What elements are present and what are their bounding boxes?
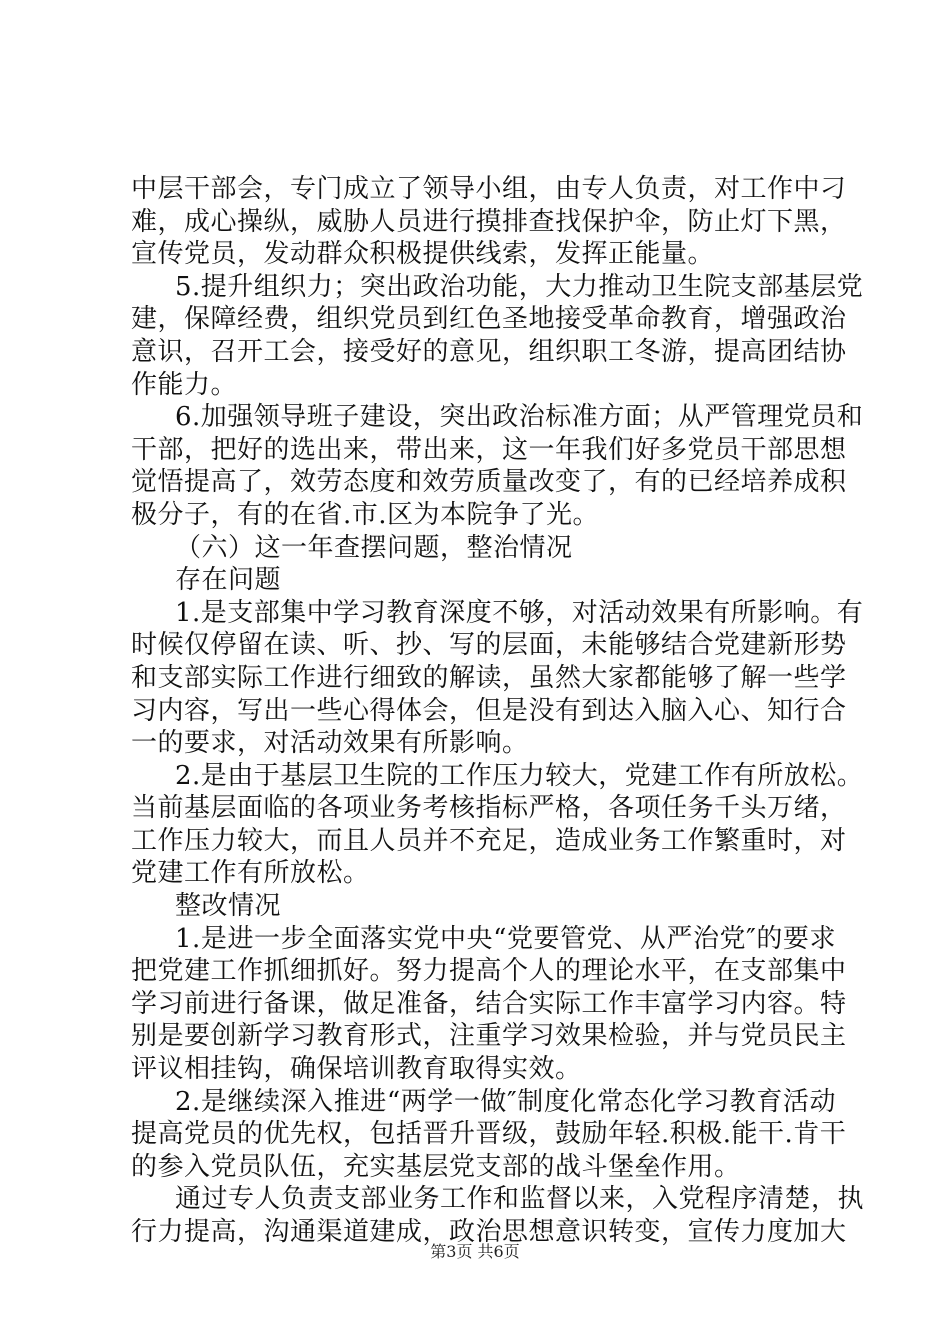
text-line: 行力提高，沟通渠道建成，政治思想意识转变，宣传力度加大 (131, 1217, 847, 1247)
text-line: 干部，把好的选出来，带出来，这一年我们好多党员干部思想 (131, 434, 847, 465)
text-line: 提高党员的优先权，包括晋升晋级，鼓励年轻.积极.能干.肯干 (131, 1119, 847, 1150)
document-body (131, 173, 865, 1249)
text-line: 工作压力较大，而且人员并不充足，造成业务工作繁重时，对 (131, 825, 847, 856)
text-line: 把党建工作抓细抓好。努力提高个人的理论水平，在支部集中 (131, 956, 847, 987)
text-line: 存在问题 (175, 565, 282, 596)
text-line: 2.是继续深入推进“两学一做″制度化常态化学习教育活动 (175, 1086, 836, 1117)
text-line: 整改情况 (175, 891, 282, 922)
text-line: 极分子，有的在省.市.区为本院争了光。 (131, 499, 600, 530)
text-line: 党建工作有所放松。 (131, 858, 370, 889)
text-line: 一的要求，对活动效果有所影响。 (131, 728, 529, 759)
text-line: 1.是支部集中学习教育深度不够，对活动效果有所影响。有 (175, 597, 864, 628)
text-line: 习内容，写出一些心得体会，但是没有到达入脑入心、知行合 (131, 695, 847, 726)
text-line: 中层干部会，专门成立了领导小组，由专人负责，对工作中刁 (131, 174, 847, 204)
text-line: 宣传党员，发动群众积极提供线索，发挥正能量。 (131, 239, 715, 270)
text-line: 1.是进一步全面落实党中央“党要管党、从严治党″的要求 (175, 923, 836, 954)
text-line: 2.是由于基层卫生院的工作压力较大，党建工作有所放松。 (175, 760, 864, 791)
text-line: 意识，召开工会，接受好的意见，组织职工冬游，提高团结协 (131, 336, 847, 367)
text-line: 6.加强领导班子建设，突出政治标准方面；从严管理党员和 (175, 402, 864, 433)
text-line: 建，保障经费，组织党员到红色圣地接受革命教育，增强政治 (131, 304, 847, 335)
text-line: 和支部实际工作进行细致的解读，虽然大家都能够了解一些学 (131, 662, 847, 693)
text-line: 当前基层面临的各项业务考核指标严格，各项任务千头万绪， (131, 793, 847, 824)
text-line: 别是要创新学习教育形式，注重学习效果检验，并与党员民主 (131, 1021, 847, 1052)
text-line: 5.提升组织力；突出政治功能，大力推动卫生院支部基层党 (175, 271, 864, 302)
text-line: 时候仅停留在读、听、抄、写的层面，未能够结合党建新形势 (131, 630, 847, 661)
text-line: 觉悟提高了，效劳态度和效劳质量改变了，有的已经培养成积 (131, 467, 847, 498)
text-line: 评议相挂钩，确保培训教育取得实效。 (131, 1054, 582, 1085)
text-line: 难，成心操纵，威胁人员进行摸排查找保护伞，防止灯下黑， (131, 206, 847, 237)
text-line: 的参入党员队伍，充实基层党支部的战斗堡垒作用。 (131, 1151, 741, 1182)
text-line: 作能力。 (131, 369, 238, 400)
text-line: 学习前进行备课，做足准备，结合实际工作丰富学习内容。特 (131, 988, 847, 1019)
text-line: 通过专人负责支部业务工作和监督以来，入党程序清楚，执 (175, 1184, 865, 1215)
page-footer: 第3页 共6页 (430, 1242, 520, 1261)
text-line: （六）这一年查摆问题，整治情况 (175, 532, 573, 563)
